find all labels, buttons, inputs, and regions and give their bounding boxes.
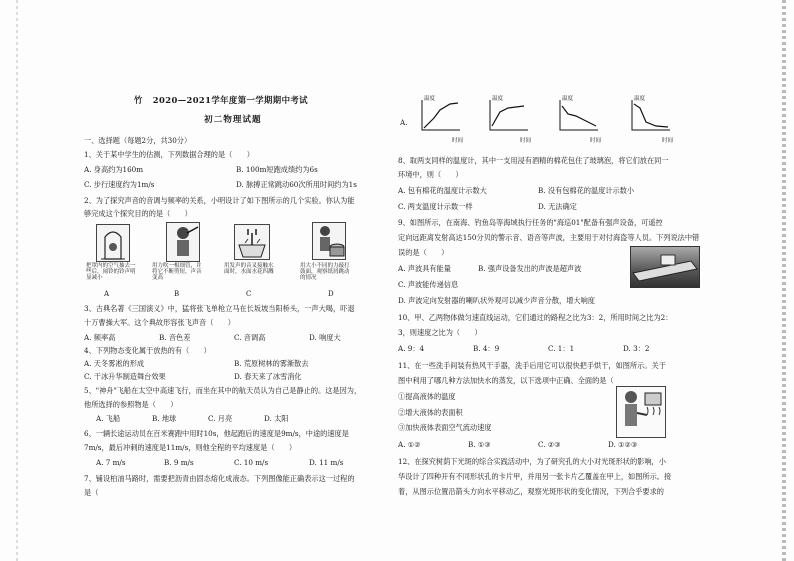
q10-option-c: C. 1：1 [548, 344, 575, 353]
q1-option-d: D. 脉搏正常跳动60次所用时间约为1s [236, 180, 357, 189]
graph-c-ylabel: 温度 [562, 96, 574, 102]
q5-option-c: C. 月亮 [208, 414, 233, 423]
q6-stem-1: 6、一辆长途运动员在百米赛跑中用时10s，他起跑后的速度是9m/s，中途的速度是 [84, 429, 349, 438]
straw-blowing-figure [166, 222, 200, 262]
q9-option-a: A. 声波具有能量 [398, 264, 451, 273]
fig-c-letter: C [246, 290, 252, 298]
graph-c-xlabel: 时间 [590, 138, 602, 144]
graph-a-ylabel: 温度 [424, 96, 436, 102]
q3-option-d: D. 响度大 [309, 333, 341, 342]
fig-b-letter: B [174, 290, 180, 298]
tuning-fork-figure [234, 224, 270, 260]
q2-stem-2: 够完成这个探究目的的是（ ） [84, 209, 192, 218]
q1-option-c: C. 步行速度约为1m/s [84, 180, 155, 189]
graph-a-rising-plateau [416, 98, 462, 136]
graph-d-xlabel: 时间 [662, 138, 674, 144]
q5-option-d: D. 太阳 [264, 414, 289, 423]
graph-c-falling-plateau [554, 98, 600, 136]
q3-option-a: A. 频率高 [84, 333, 116, 342]
q7-graph-prefix: A. [400, 118, 408, 127]
q9-stem-1: 9、如图所示，在南海、钓鱼岛等海域执行任务的"海巡01"配备有强声设备，可遥控 [398, 218, 663, 227]
q1-option-a: A. 身高约为160m [84, 165, 144, 174]
q3-stem-1: 3、古典名著《三国演义》中，猛将张飞单枪立马在长坂坡当阳桥头，一声大喝，吓退 [84, 304, 355, 313]
graph-a-xlabel: 时间 [452, 138, 464, 144]
q4-option-c: C. 干冰升华制造舞台效果 [84, 372, 166, 381]
drum-figure [312, 222, 346, 260]
q12-stem-1: 12、在探究树荫下光斑的综合实践活动中，为了研究孔的大小对光斑形状的影响，小 [398, 457, 666, 466]
q5-option-a: A. 飞船 [96, 414, 121, 423]
scan-edge-left [16, 0, 18, 561]
q9-stem-3: 误的是（ ） [398, 248, 449, 257]
q9-option-d: D. 声波定向发射器的喇叭状外观可以减少声音分散，增大响度 [398, 296, 595, 305]
graph-b-rising [484, 98, 530, 136]
exam-title: 竹 2020—2021学年度第一学期期中考试 [134, 95, 308, 105]
q11-item-2: ②增大液体的表面积 [398, 408, 463, 417]
graph-b-xlabel: 时间 [520, 138, 532, 144]
fig-c-caption: 用发声的音叉接触水面时，水面水花四溅 [224, 263, 274, 276]
graph-b-ylabel: 温度 [492, 96, 504, 102]
q9-stem-2: 定向远距离发射高达150分贝的警示音、语音等声波，主要用于对付海盗等人员。下列说法中错 [398, 233, 700, 242]
q6-option-d: D. 11 m/s [309, 458, 344, 467]
q8-option-a: A. 包有棉花的温度计示数大 [398, 186, 487, 195]
q12-stem-3: 着，从图示位置沿箭头方向水平移动乙，观察光斑形状的变化情况，下列合乎要求的 [398, 487, 664, 496]
scan-edge-right [782, 0, 786, 561]
q4-option-a: A. 天冬雾凇的形成 [84, 359, 145, 368]
q11-stem-1: 11、在一些洗手间装有热风干手器，洗手后用它可以很快把手烘干，如图所示。关于 [398, 361, 666, 370]
graph-d-falling [626, 98, 672, 136]
hand-dryer-figure [616, 386, 666, 438]
q11-stem-2: 图中利用了哪几种方法加快水的蒸发，以下选项中正确、全面的是（ [398, 376, 614, 385]
q2-stem-1: 2、为了探究声音的音调与频率的关系，小明设计了如下图所示的几个实验。你认为能 [84, 196, 355, 205]
patrol-ship-photo [630, 246, 700, 288]
q9-option-b: B. 强声设备发出的声波是超声波 [478, 264, 582, 273]
q7-stem-1: 7、铺设柏油马路时，需要把沥青由固态熔化成液态。下列图像能正确表示这一过程的 [84, 474, 355, 483]
q10-option-a: A. 9：4 [398, 344, 425, 353]
q10-option-d: D. 3：2 [623, 344, 650, 353]
q1-option-b: B. 100m短跑成绩约为6s [236, 165, 318, 174]
q11-item-1: ①提高液体的温度 [398, 392, 456, 401]
q3-option-b: B. 音色差 [159, 333, 191, 342]
margin-mark: 竹 [134, 95, 143, 105]
fig-b-caption: 用力吹一根细管，并将它不断剪短，声音变高 [152, 263, 202, 282]
bell-jar-figure [96, 224, 130, 262]
q1-stem: 1、关于某中学生的估测，下列数据合理的是（ ） [84, 150, 254, 159]
q8-option-b: B. 没有包棉花的温度计示数小 [538, 186, 635, 195]
q10-stem-2: 3，则速度之比为（ ） [398, 328, 482, 337]
q8-stem-2: 环境中，则（ ） [398, 170, 463, 179]
q6-stem-2: 7m/s，最后冲刺的速度是11m/s，则他全程的平均速度是（ ） [84, 443, 297, 452]
q3-stem-2: 十万曹操大军。这个典故形容张飞声音（ ） [84, 318, 235, 327]
q6-option-a: A. 7 m/s [96, 458, 126, 467]
q5-stem-1: 5、"神舟"飞船在太空中高速飞行，而坐在其中的航天员认为自己是静止的。这是因为， [84, 386, 362, 395]
q7-stem-2: 是（ [84, 488, 99, 497]
q6-option-c: C. 10 m/s [234, 458, 269, 467]
graph-d-ylabel: 温度 [634, 96, 646, 102]
q4-option-d: D. 春天来了冰雪消化 [234, 372, 302, 381]
q11-option-d: D. ①②③ [608, 440, 638, 449]
q11-option-a: A. ①② [398, 440, 421, 449]
section-heading: 一、选择题（每题2分，共30分） [84, 136, 192, 145]
q8-option-c: C. 两支温度计示数一样 [398, 202, 473, 211]
q3-option-c: C. 音调高 [234, 333, 266, 342]
q5-stem-2: 他所选择的参照物是（ ） [84, 400, 178, 409]
fig-a-letter: A [104, 290, 110, 298]
q8-stem-1: 8、取两支同样的温度计，其中一支用浸有酒精的棉花包住了玻璃泡，将它们放在同一 [398, 156, 669, 165]
q8-option-d: D. 无法确定 [538, 202, 577, 211]
q4-stem: 4、下列物态变化属于放热的有（ ） [84, 346, 211, 355]
q11-option-b: B. ①③ [468, 440, 491, 449]
fig-d-caption: 用大小不同的力敲打鼓面，观察纸屑跳动的情况 [300, 263, 350, 282]
exam-subtitle: 初二物理试题 [204, 115, 262, 125]
q5-option-b: B. 地球 [152, 414, 177, 423]
fig-d-letter: D [328, 290, 334, 298]
fig-a-caption: 把罩内的空气抽去一些后，闹铃的铃声明显减小 [86, 263, 136, 282]
q11-option-c: C. ②③ [538, 440, 561, 449]
q9-option-c: C. 声波能传递信息 [398, 280, 459, 289]
q12-stem-2: 华设计了四种开有不同形状孔的卡片甲，并用另一张卡片乙覆盖在甲上，如图所示。接 [398, 472, 672, 481]
q4-option-b: B. 荒原树林的雾渐散去 [234, 359, 309, 368]
q10-stem-1: 10、甲、乙两物体做匀速直线运动，它们通过的路程之比为3：2，所用时间之比为2： [398, 313, 673, 322]
q6-option-b: B. 9 m/s [164, 458, 194, 467]
q10-option-b: B. 4：9 [473, 344, 500, 353]
q11-item-3: ③加快液体表面空气流动速度 [398, 423, 492, 432]
